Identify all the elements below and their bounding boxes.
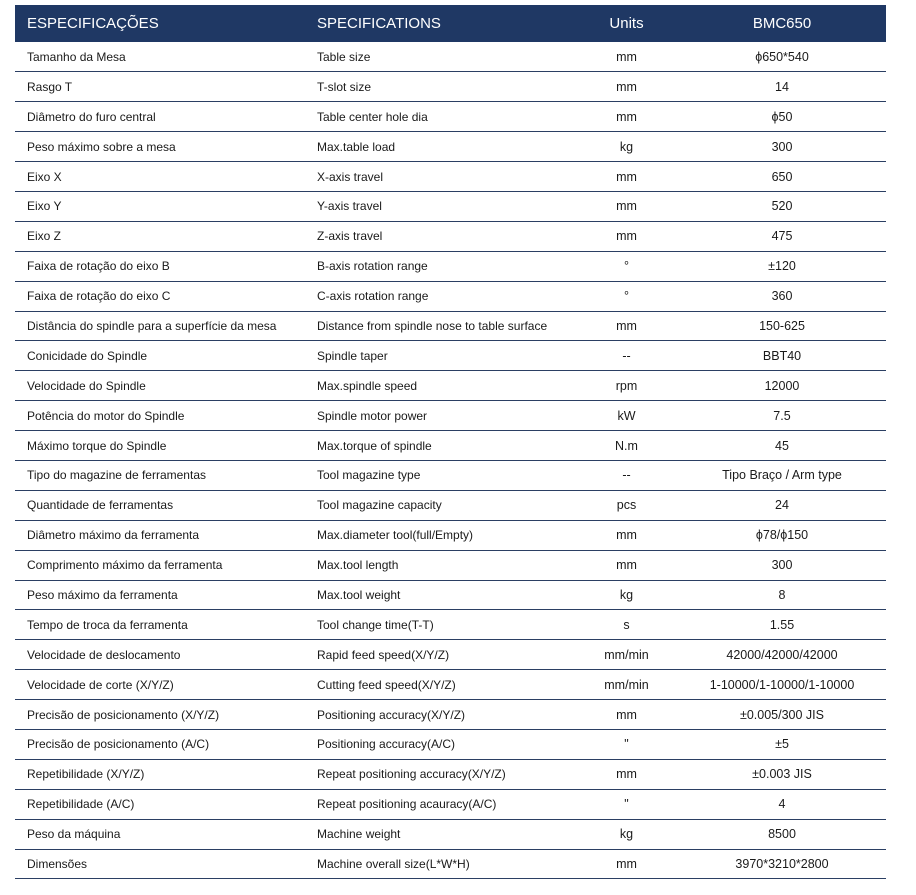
cell-value: 475 bbox=[678, 221, 886, 251]
cell-value: 520 bbox=[678, 191, 886, 221]
cell-en: Repeat positioning accuracy(X/Y/Z) bbox=[305, 759, 575, 789]
cell-pt: Faixa de rotação do eixo C bbox=[15, 281, 305, 311]
cell-pt: Potência do motor do Spindle bbox=[15, 401, 305, 431]
cell-value: ϕ78/ϕ150 bbox=[678, 520, 886, 550]
table-row bbox=[15, 162, 886, 192]
cell-value: 360 bbox=[678, 281, 886, 311]
cell-value: 300 bbox=[678, 132, 886, 162]
cell-unit: mm bbox=[575, 311, 678, 341]
cell-pt: Comprimento máximo da ferramenta bbox=[15, 550, 305, 580]
cell-value: 650 bbox=[678, 162, 886, 192]
cell-en: Spindle motor power bbox=[305, 401, 575, 431]
cell-pt: Rasgo T bbox=[15, 72, 305, 102]
cell-pt: Dimensões bbox=[15, 849, 305, 879]
header-units: Units bbox=[609, 15, 644, 32]
cell-en: Y-axis travel bbox=[305, 191, 575, 221]
cell-value: 8500 bbox=[678, 819, 886, 849]
cell-pt: Peso máximo sobre a mesa bbox=[15, 132, 305, 162]
cell-value: 1-10000/1-10000/1-10000 bbox=[678, 670, 886, 700]
cell-value: 8 bbox=[678, 580, 886, 610]
cell-unit: kW bbox=[575, 401, 678, 431]
cell-pt: Distância do spindle para a superfície da mesa bbox=[15, 311, 305, 341]
cell-en: Positioning accuracy(A/C) bbox=[305, 729, 575, 759]
cell-pt: Velocidade de deslocamento bbox=[15, 640, 305, 670]
cell-pt: Eixo Y bbox=[15, 191, 305, 221]
cell-en: B-axis rotation range bbox=[305, 251, 575, 281]
table-row bbox=[15, 670, 886, 700]
cell-unit: mm bbox=[575, 550, 678, 580]
cell-unit: -- bbox=[575, 341, 678, 371]
table-row bbox=[15, 311, 886, 341]
table-row bbox=[15, 221, 886, 251]
header-specificacoes: ESPECIFICAÇÕES bbox=[27, 15, 159, 32]
table-row bbox=[15, 102, 886, 132]
cell-pt: Quantidade de ferramentas bbox=[15, 490, 305, 520]
cell-en: Tool magazine capacity bbox=[305, 490, 575, 520]
table-row bbox=[15, 251, 886, 281]
cell-value: 300 bbox=[678, 550, 886, 580]
cell-unit: ° bbox=[575, 281, 678, 311]
cell-value: 14 bbox=[678, 72, 886, 102]
table-row bbox=[15, 610, 886, 640]
cell-pt: Conicidade do Spindle bbox=[15, 341, 305, 371]
spec-table bbox=[15, 5, 886, 879]
table-row bbox=[15, 550, 886, 580]
cell-pt: Faixa de rotação do eixo B bbox=[15, 251, 305, 281]
cell-pt: Repetibilidade (A/C) bbox=[15, 789, 305, 819]
cell-unit: mm bbox=[575, 191, 678, 221]
cell-value: ±5 bbox=[678, 729, 886, 759]
cell-en: Max.diameter tool(full/Empty) bbox=[305, 520, 575, 550]
cell-value: Tipo Braço / Arm type bbox=[678, 460, 886, 490]
cell-unit: " bbox=[575, 789, 678, 819]
cell-en: Table center hole dia bbox=[305, 102, 575, 132]
table-body bbox=[15, 42, 886, 879]
cell-value: 4 bbox=[678, 789, 886, 819]
cell-value: ±0.003 JIS bbox=[678, 759, 886, 789]
cell-unit: mm bbox=[575, 759, 678, 789]
table-row bbox=[15, 849, 886, 879]
table-row bbox=[15, 371, 886, 401]
cell-value: ϕ650*540 bbox=[678, 42, 886, 72]
cell-unit: mm bbox=[575, 520, 678, 550]
table-row bbox=[15, 460, 886, 490]
table-row bbox=[15, 490, 886, 520]
cell-pt: Tempo de troca da ferramenta bbox=[15, 610, 305, 640]
cell-en: Machine weight bbox=[305, 819, 575, 849]
cell-en: Max.spindle speed bbox=[305, 371, 575, 401]
cell-pt: Precisão de posicionamento (X/Y/Z) bbox=[15, 700, 305, 730]
table-header bbox=[15, 5, 886, 42]
cell-pt: Velocidade do Spindle bbox=[15, 371, 305, 401]
table-row bbox=[15, 580, 886, 610]
cell-value: ϕ50 bbox=[678, 102, 886, 132]
cell-value: 1.55 bbox=[678, 610, 886, 640]
cell-unit: mm bbox=[575, 102, 678, 132]
cell-pt: Tamanho da Mesa bbox=[15, 42, 305, 72]
cell-unit: ° bbox=[575, 251, 678, 281]
cell-en: Repeat positioning acauracy(A/C) bbox=[305, 789, 575, 819]
cell-en: Rapid feed speed(X/Y/Z) bbox=[305, 640, 575, 670]
cell-en: Max.table load bbox=[305, 132, 575, 162]
cell-unit: mm bbox=[575, 162, 678, 192]
cell-pt: Peso máximo da ferramenta bbox=[15, 580, 305, 610]
cell-en: Max.tool weight bbox=[305, 580, 575, 610]
table-row bbox=[15, 341, 886, 371]
cell-en: Z-axis travel bbox=[305, 221, 575, 251]
table-row bbox=[15, 401, 886, 431]
header-row bbox=[15, 5, 886, 42]
cell-en: Tool change time(T-T) bbox=[305, 610, 575, 640]
cell-en: C-axis rotation range bbox=[305, 281, 575, 311]
cell-en: Max.torque of spindle bbox=[305, 431, 575, 461]
table-row bbox=[15, 42, 886, 72]
cell-value: 12000 bbox=[678, 371, 886, 401]
cell-unit: mm bbox=[575, 221, 678, 251]
header-specifications: SPECIFICATIONS bbox=[317, 15, 441, 32]
table-row bbox=[15, 700, 886, 730]
cell-unit: N.m bbox=[575, 431, 678, 461]
table-row bbox=[15, 640, 886, 670]
cell-pt: Repetibilidade (X/Y/Z) bbox=[15, 759, 305, 789]
cell-unit: mm bbox=[575, 42, 678, 72]
table-row bbox=[15, 132, 886, 162]
cell-en: Positioning accuracy(X/Y/Z) bbox=[305, 700, 575, 730]
cell-unit: s bbox=[575, 610, 678, 640]
cell-unit: mm/min bbox=[575, 640, 678, 670]
cell-pt: Peso da máquina bbox=[15, 819, 305, 849]
table-row bbox=[15, 729, 886, 759]
cell-pt: Tipo do magazine de ferramentas bbox=[15, 460, 305, 490]
cell-value: 150-625 bbox=[678, 311, 886, 341]
cell-en: Spindle taper bbox=[305, 341, 575, 371]
table-row bbox=[15, 431, 886, 461]
cell-value: ±0.005/300 JIS bbox=[678, 700, 886, 730]
cell-en: Table size bbox=[305, 42, 575, 72]
cell-value: ±120 bbox=[678, 251, 886, 281]
cell-unit: kg bbox=[575, 132, 678, 162]
cell-pt: Eixo X bbox=[15, 162, 305, 192]
cell-unit: mm bbox=[575, 72, 678, 102]
cell-en: X-axis travel bbox=[305, 162, 575, 192]
cell-unit: kg bbox=[575, 819, 678, 849]
cell-pt: Velocidade de corte (X/Y/Z) bbox=[15, 670, 305, 700]
cell-pt: Diâmetro do furo central bbox=[15, 102, 305, 132]
cell-en: Tool magazine type bbox=[305, 460, 575, 490]
cell-unit: mm bbox=[575, 700, 678, 730]
table-row bbox=[15, 819, 886, 849]
header-model: BMC650 bbox=[752, 15, 812, 32]
table-row bbox=[15, 72, 886, 102]
table-row bbox=[15, 520, 886, 550]
table-row bbox=[15, 191, 886, 221]
cell-unit: -- bbox=[575, 460, 678, 490]
cell-value: 3970*3210*2800 bbox=[678, 849, 886, 879]
table-row bbox=[15, 759, 886, 789]
table-row bbox=[15, 789, 886, 819]
cell-en: Cutting feed speed(X/Y/Z) bbox=[305, 670, 575, 700]
cell-pt: Diâmetro máximo da ferramenta bbox=[15, 520, 305, 550]
cell-unit: mm/min bbox=[575, 670, 678, 700]
cell-unit: pcs bbox=[575, 490, 678, 520]
cell-unit: " bbox=[575, 729, 678, 759]
cell-en: Distance from spindle nose to table surface bbox=[305, 311, 575, 341]
cell-value: BBT40 bbox=[678, 341, 886, 371]
cell-value: 45 bbox=[678, 431, 886, 461]
cell-unit: rpm bbox=[575, 371, 678, 401]
cell-pt: Precisão de posicionamento (A/C) bbox=[15, 729, 305, 759]
table-row bbox=[15, 281, 886, 311]
cell-en: Machine overall size(L*W*H) bbox=[305, 849, 575, 879]
cell-value: 7.5 bbox=[678, 401, 886, 431]
cell-en: T-slot size bbox=[305, 72, 575, 102]
cell-pt: Máximo torque do Spindle bbox=[15, 431, 305, 461]
cell-pt: Eixo Z bbox=[15, 221, 305, 251]
cell-unit: kg bbox=[575, 580, 678, 610]
cell-unit: mm bbox=[575, 849, 678, 879]
cell-en: Max.tool length bbox=[305, 550, 575, 580]
cell-value: 24 bbox=[678, 490, 886, 520]
cell-value: 42000/42000/42000 bbox=[678, 640, 886, 670]
